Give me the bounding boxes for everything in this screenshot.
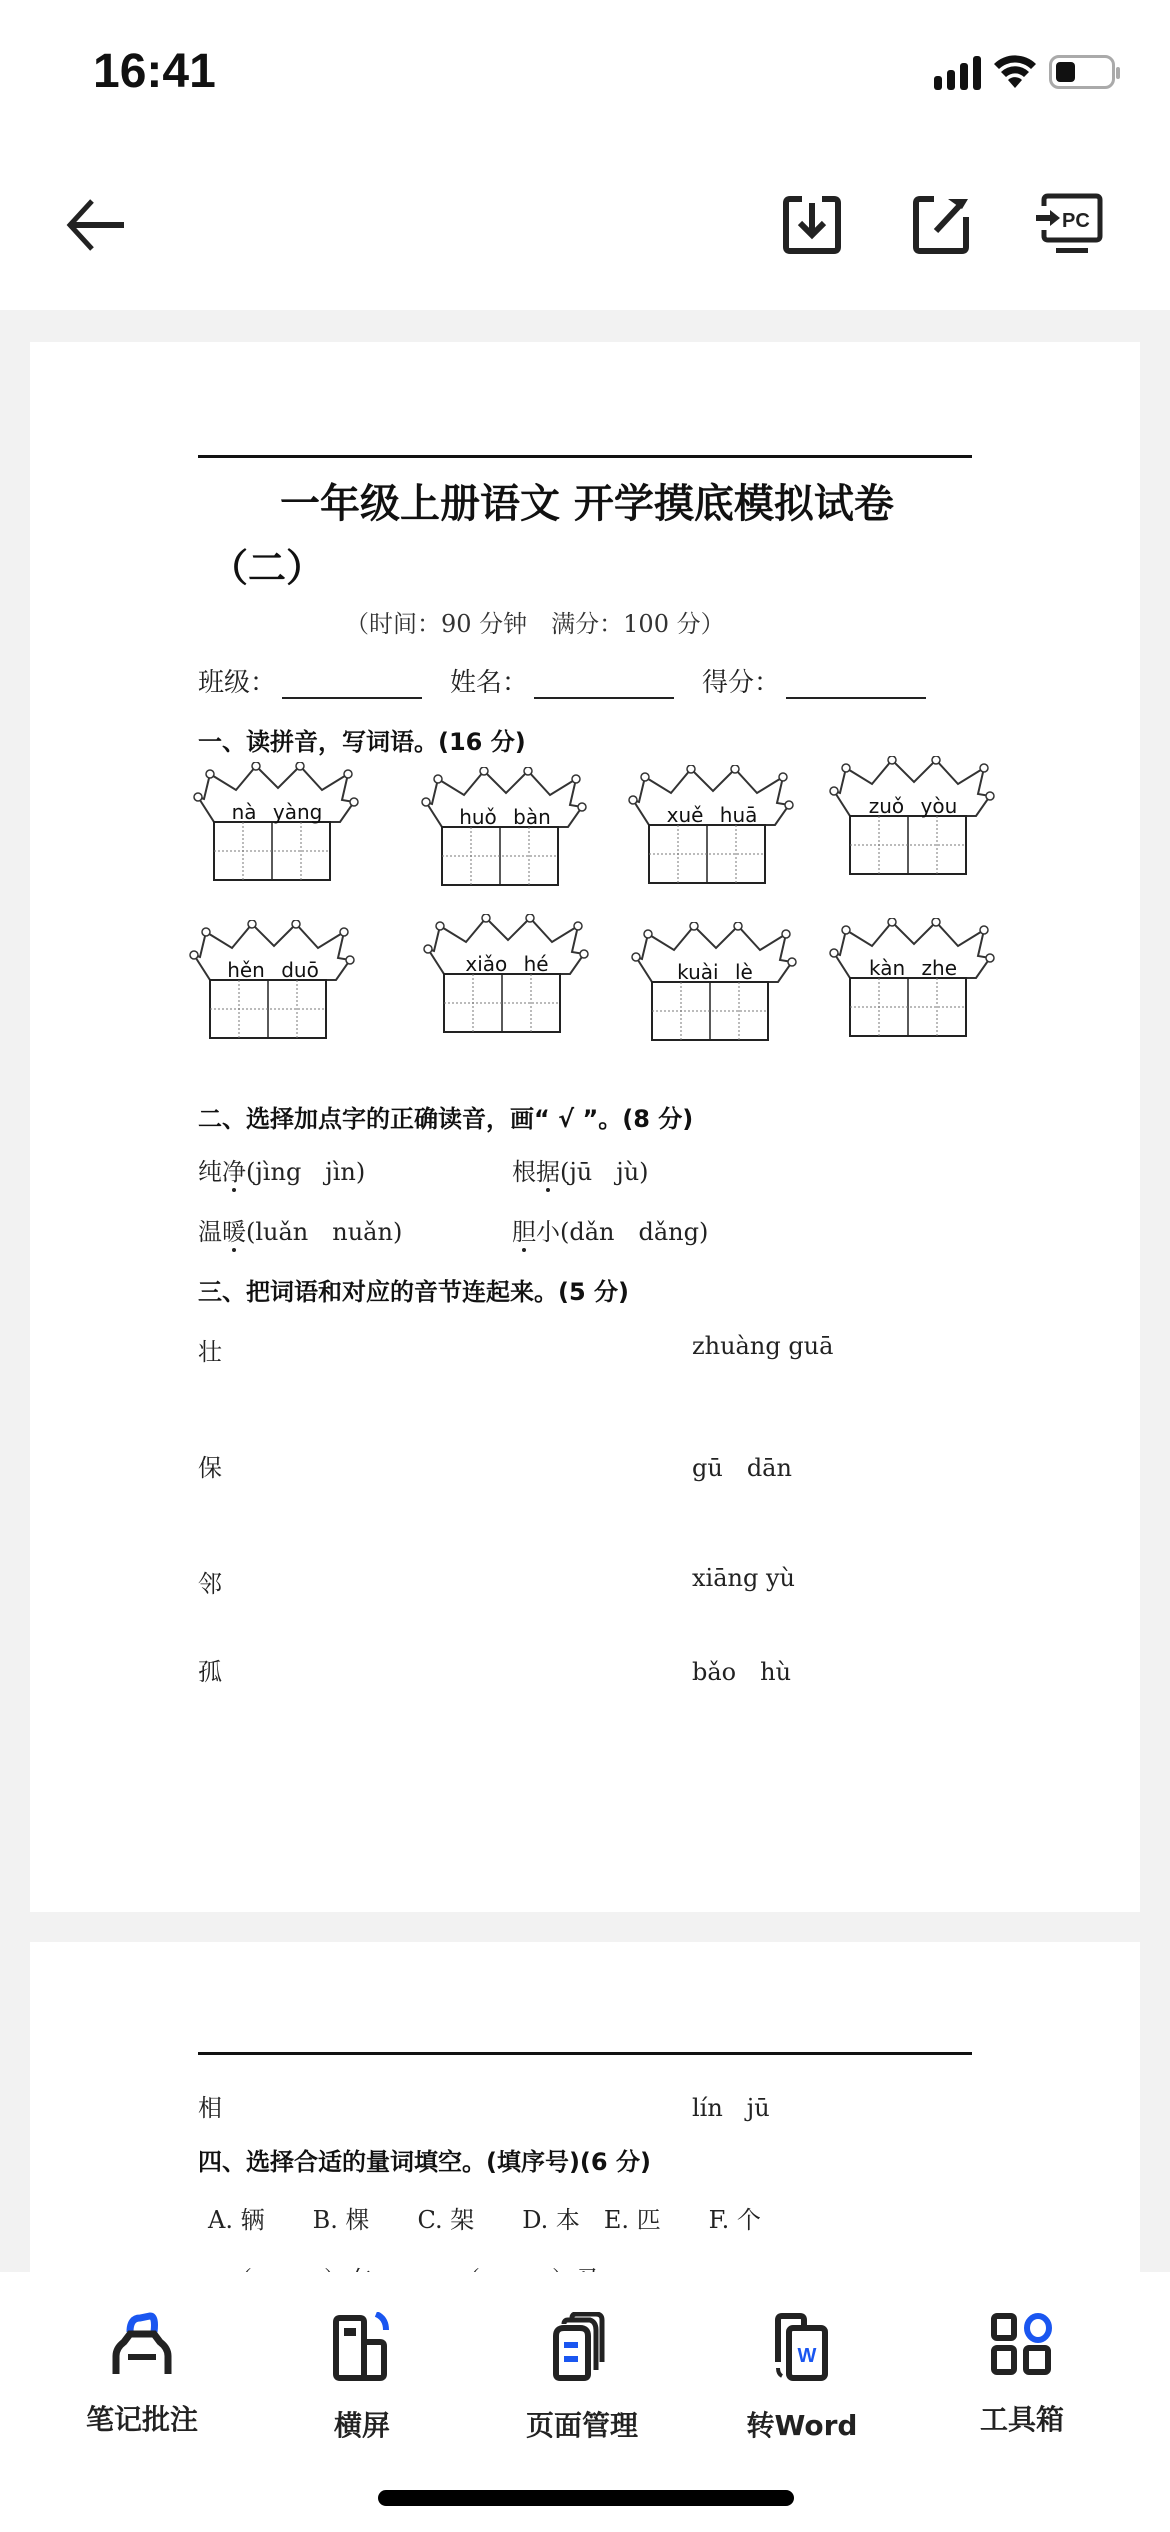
pinyin-crown	[627, 765, 797, 915]
crown-frame	[420, 767, 590, 917]
tool-label: 横屏	[333, 2409, 390, 2442]
marker-icon	[110, 2312, 174, 2376]
status-icons	[934, 54, 1115, 90]
download-button[interactable]	[777, 190, 847, 260]
pinyin-crown	[188, 920, 358, 1070]
send-to-pc-icon	[1036, 192, 1104, 258]
battery-icon	[1049, 55, 1115, 89]
match-right-3: xiāng yù	[692, 1564, 795, 1592]
pinyin-label: xuě huā	[666, 803, 758, 827]
match-right-4: bǎo hù	[692, 1658, 792, 1686]
tool-toolbox[interactable]	[932, 2312, 1112, 2462]
pinyin-crown	[828, 918, 998, 1068]
pinyin-crown	[630, 922, 800, 1072]
section-3-heading: 三、把词语和对应的音节连起来。(5 分)	[198, 1278, 629, 1306]
field-name: 姓名：	[450, 662, 674, 699]
pinyin-label: kàn zhe	[869, 956, 957, 980]
writing-grid	[850, 816, 966, 874]
section-2-heading: 二、选择加点字的正确读音，画“ √ ”。(8 分)	[198, 1105, 694, 1133]
tool-annotate[interactable]	[52, 2312, 232, 2462]
exam-meta: （时间：90 分钟 满分：100 分）	[345, 610, 725, 638]
status-time: 16:41	[93, 45, 216, 98]
match-left-3: 邻	[198, 1570, 222, 1598]
measure-word-options: A. 辆 B. 棵 C. 架 D. 本 E. 匹 F. 个	[208, 2206, 761, 2234]
pinyin-label: nà yàng	[231, 800, 323, 824]
tool-label: 转Word	[746, 2409, 858, 2442]
header-rule	[198, 455, 972, 458]
match-left-4: 孤	[198, 1658, 222, 1686]
send-to-pc-button[interactable]	[1035, 190, 1105, 260]
back-button[interactable]	[60, 190, 130, 260]
document-title: 一年级上册语文 开学摸底模拟试卷	[280, 481, 894, 527]
writing-grid	[214, 822, 330, 880]
match-right-1: zhuàng guā	[692, 1332, 834, 1360]
q2-item-1: 纯净(jìng jìn)	[198, 1158, 366, 1186]
pinyin-label: hěn duō	[227, 958, 319, 982]
pinyin-label: zuǒ yòu	[868, 794, 958, 818]
top-nav-bar	[0, 130, 1170, 310]
rotate-landscape-icon	[330, 2312, 394, 2382]
writing-grid	[444, 974, 560, 1032]
crown-frame	[627, 765, 797, 915]
tool-label: 页面管理	[525, 2409, 638, 2442]
document-title-suffix: （二）	[210, 546, 325, 590]
arrow-left-icon	[64, 197, 126, 253]
share-button[interactable]	[907, 190, 977, 260]
status-bar	[0, 0, 1170, 130]
writing-grid	[850, 978, 966, 1036]
tool-label: 工具箱	[979, 2403, 1064, 2436]
crown-frame	[188, 920, 358, 1070]
match-left-2: 保	[198, 1454, 222, 1482]
name-blank	[534, 671, 674, 699]
class-blank	[282, 671, 422, 699]
match-left-5: 相	[198, 2094, 222, 2122]
home-indicator[interactable]	[378, 2490, 794, 2506]
match-right-5: lín jū	[692, 2094, 770, 2122]
download-icon	[782, 195, 842, 255]
student-fields	[198, 662, 926, 699]
cellular-signal-icon	[934, 54, 981, 90]
q2-item-3: 温暖(luǎn nuǎn)	[198, 1218, 403, 1246]
match-left-1: 壮	[198, 1338, 222, 1366]
convert-word-icon	[770, 2312, 834, 2382]
pinyin-crown	[192, 762, 362, 912]
tool-label: 笔记批注	[85, 2403, 198, 2436]
pinyin-label: xiǎo hé	[465, 952, 549, 976]
crown-frame	[192, 762, 362, 912]
q2-item-4: 胆小(dǎn dǎng)	[512, 1218, 709, 1246]
field-score: 得分：	[702, 662, 926, 699]
page-manage-icon	[550, 2312, 614, 2382]
document-page-1	[30, 342, 1140, 1912]
crown-frame	[828, 918, 998, 1068]
crown-frame	[828, 756, 998, 906]
match-right-2: gū dān	[692, 1454, 792, 1482]
svg-text:PC: PC	[1062, 210, 1090, 232]
pinyin-crown	[420, 767, 590, 917]
wifi-icon	[993, 54, 1037, 90]
header-rule	[198, 2052, 972, 2055]
writing-grid	[652, 982, 768, 1040]
pinyin-crown	[828, 756, 998, 906]
writing-grid	[442, 827, 558, 885]
crown-frame	[422, 914, 592, 1064]
score-blank	[786, 671, 926, 699]
pinyin-label: kuài lè	[677, 960, 753, 984]
pinyin-crown	[422, 914, 592, 1064]
tool-page-manage[interactable]	[492, 2312, 672, 2462]
pinyin-label: huǒ bàn	[459, 805, 551, 829]
share-icon	[912, 195, 972, 255]
field-class: 班级：	[198, 662, 422, 699]
crown-frame	[630, 922, 800, 1072]
writing-grid	[210, 980, 326, 1038]
writing-grid	[649, 825, 765, 883]
toolbox-icon	[990, 2312, 1054, 2376]
svg-text:W: W	[797, 2345, 817, 2367]
q2-item-2: 根据(jū jù)	[512, 1158, 649, 1186]
tool-convert-word[interactable]	[712, 2312, 892, 2462]
section-1-heading: 一、读拼音，写词语。(16 分)	[198, 728, 526, 756]
battery-level	[1056, 62, 1075, 82]
section-4-heading: 四、选择合适的量词填空。(填序号)(6 分)	[198, 2148, 651, 2176]
tool-landscape[interactable]	[272, 2312, 452, 2462]
